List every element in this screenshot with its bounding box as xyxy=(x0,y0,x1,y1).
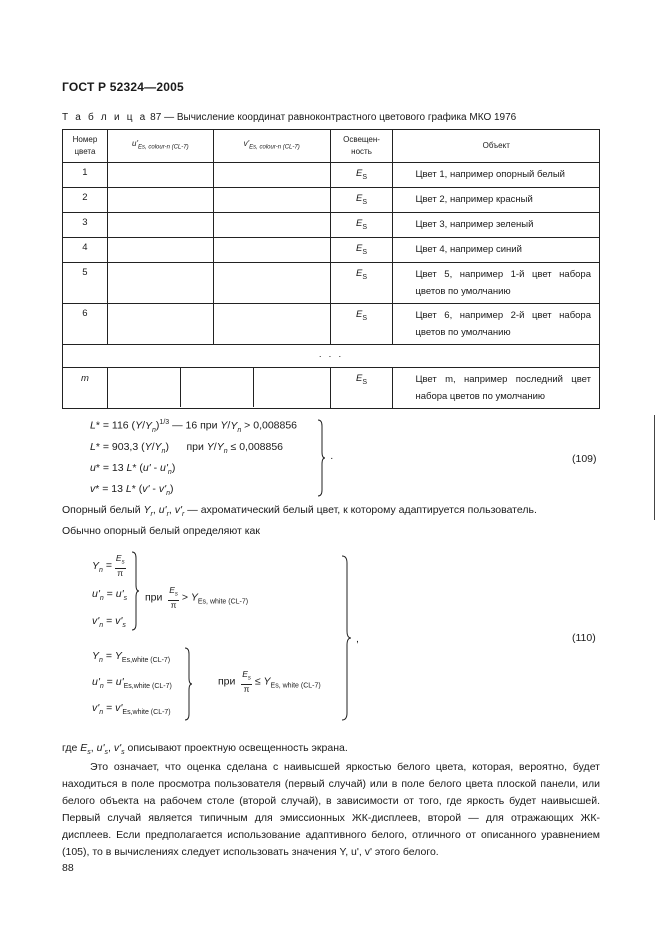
eq110-case2-Y: $Y_n = Y_{Es,white (CL-7)}$ xyxy=(92,650,171,665)
header-u: $u'_{Es, colour-n (CL-7)}$ xyxy=(107,130,213,163)
eq110-case1-condition: при $\frac{E_s}{\pi}$ > $Y_{Es, white (CL-7)}$ xyxy=(145,585,249,610)
header-v: $v'_{Es, colour-n (CL-7)}$ xyxy=(213,130,330,163)
row-object: Цвет m, например последний цвет набора цветов по умолчанию xyxy=(393,368,600,409)
eq110-case2-brace xyxy=(183,648,193,720)
row-illuminance: $E_S$ xyxy=(330,188,393,213)
table-row xyxy=(63,304,600,345)
header-illuminance: Освещен- ность xyxy=(330,130,393,163)
table-caption-label: Т а б л и ц а xyxy=(62,112,148,123)
ellipsis: · · · xyxy=(63,345,600,368)
white-definition: Опорный белый $Y_r$, $u'_r$, $v'_r$ — ахроматический белый цвет, к которому адаптируется пользователь. xyxy=(62,504,537,519)
row-object: Цвет 1, например опорный белый xyxy=(393,163,600,188)
eq109-line2: L* = 903,3 $(Y/Y_n)$ при $Y/Y_n \le 0,008856$ xyxy=(90,441,284,456)
row-object: Цвет 4, например синий xyxy=(393,238,600,263)
eq109-line1: L* = 116 $(Y/Y_n)^{1/3}$ — 16 при $Y/Y_n > 0,008856$ xyxy=(90,419,298,434)
eq110-case1-Y: $Y_n$ = $\frac{E_s}{\pi}$ xyxy=(92,553,125,578)
row-illuminance: $E_S$ xyxy=(330,213,393,238)
eq109-line3: u* = 13 L* $(u' - u'_n)$ xyxy=(90,462,176,477)
eq110-case2-condition: при $\frac{E_s}{\pi}$ ≤ $Y_{Es, white (CL-7)}$ xyxy=(218,669,321,694)
eq110-case1-u: $u'_n = u'_s$ xyxy=(92,588,128,603)
cie-coordinates-table xyxy=(62,129,600,409)
eq110-comma: , xyxy=(356,633,359,645)
row-illuminance: $E_S$ xyxy=(330,304,393,345)
eq110-case2-v: $v'_n = v'_{Es,white (CL-7)}$ xyxy=(92,702,171,717)
row-illuminance: $E_S$ xyxy=(330,238,393,263)
row-number: 4 xyxy=(63,238,108,263)
where-clause: где $E_s$, $u'_s$, $v'_s$ описывают проектную освещенность экрана. xyxy=(62,742,348,757)
row-object: Цвет 3, например зеленый xyxy=(393,213,600,238)
row-number: 5 xyxy=(63,263,108,304)
eq109-dot: · xyxy=(330,452,334,464)
table-row xyxy=(63,263,600,304)
meaning-paragraph: Это означает, что оценка сделана с наивысшей яркостью белого цвета, которая, вероятно, будет находиться в поле просмотра пользователя (первый случай) или в поле белого цвета плоской панели, или белого объекта на рабочем столе (второй случай), в зависимости от того, где яркость будет наивысшей. Первый случай является типичным для эмиссионных ЖК-дисплеев, второй — для отражающих ЖК-дисплеев. Если предполагается использование адаптивного белого, отличного от описанного уравнением (105), то в вычислениях следует использовать значения Y, u', v' этого белого. xyxy=(62,761,600,858)
eq110-case1-brace xyxy=(130,552,140,630)
table-ellipsis-row xyxy=(63,345,600,368)
row-number: 3 xyxy=(63,213,108,238)
header-object: Объект xyxy=(393,130,600,163)
table-row-last xyxy=(63,368,600,409)
document-header: ГОСТ Р 52324—2005 xyxy=(62,80,184,94)
table-header-row xyxy=(63,130,600,163)
eq109-brace xyxy=(316,420,326,496)
row-number: m xyxy=(63,368,108,409)
row-object: Цвет 2, например красный xyxy=(393,188,600,213)
usual-definition: Обычно опорный белый определяют как xyxy=(62,525,260,537)
table-caption-text: 87 — Вычисление координат равноконтрастного цветового графика МКО 1976 xyxy=(150,112,517,123)
row-illuminance: $E_S$ xyxy=(330,368,393,409)
eq109-number: (109) xyxy=(572,453,597,465)
row-number: 1 xyxy=(63,163,108,188)
eq110-number: (110) xyxy=(572,632,596,644)
row-illuminance: $E_S$ xyxy=(330,163,393,188)
eq109-line4: v* = 13 L* $(v' - v'_n)$ xyxy=(90,483,174,498)
row-object: Цвет 6, например 2-й цвет набора цветов по умолчанию xyxy=(393,304,600,345)
eq110-case2-u: $u'_n = u'_{Es,white (CL-7)}$ xyxy=(92,676,172,691)
row-number: 6 xyxy=(63,304,108,345)
header-number: Номер цвета xyxy=(63,130,108,163)
eq110-case1-v: $v'_n = v'_s$ xyxy=(92,615,126,630)
table-row xyxy=(63,238,600,263)
row-number: 2 xyxy=(63,188,108,213)
table-row xyxy=(63,163,600,188)
page-number: 88 xyxy=(62,862,74,874)
table-row xyxy=(63,213,600,238)
table-row xyxy=(63,188,600,213)
table-caption xyxy=(62,112,516,123)
eq110-outer-brace xyxy=(340,556,352,720)
scan-edge-mark xyxy=(654,415,655,520)
row-illuminance: $E_S$ xyxy=(330,263,393,304)
row-object: Цвет 5, например 1-й цвет набора цветов по умолчанию xyxy=(393,263,600,304)
